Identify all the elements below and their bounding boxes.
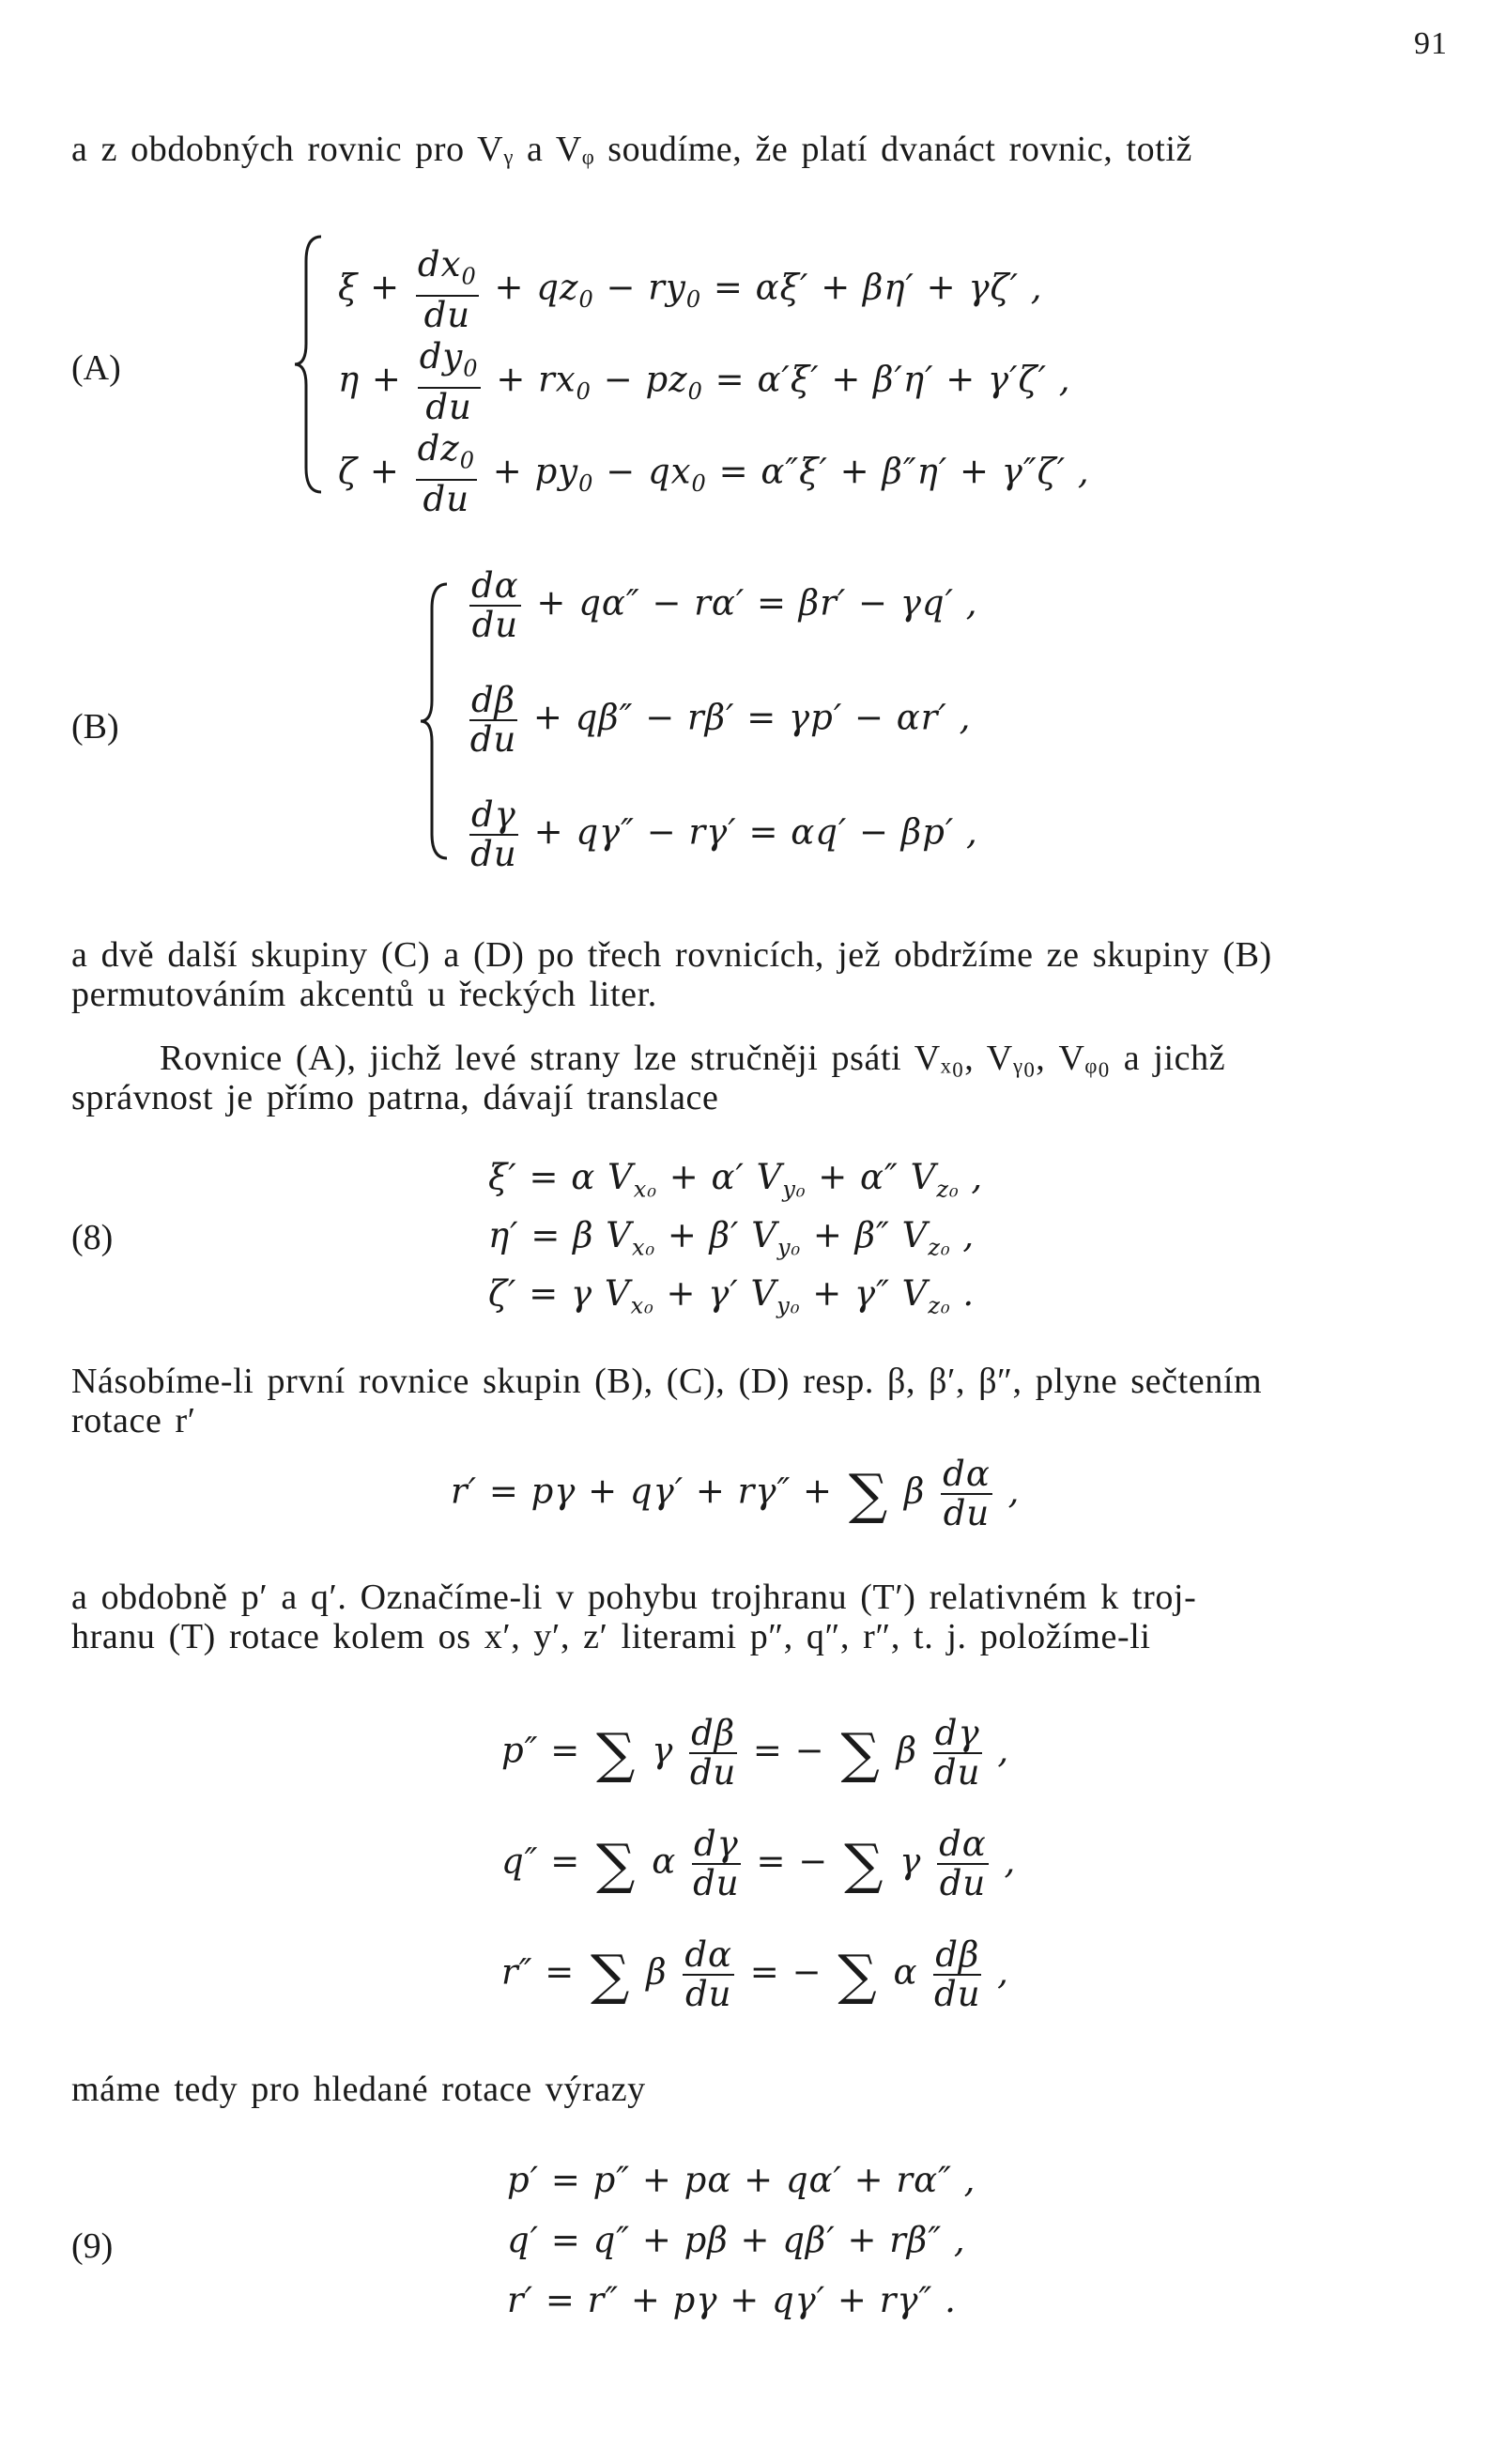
paragraph-relative [71,1578,1444,1656]
equation-8-3: ζ′ = γ $V_{x_0} + \gamma'$ $V_{y_0} + \gamma''$ $V_{z_0}$ . [488,1273,976,1319]
equation-A3: ζ + $\frac{dz_0}{du}$ + $py_0 - qx_0 = \alpha''\xi' + \beta''\eta' + \gamma''\zeta'$ , [338,428,1090,520]
paragraph-rotations: máme tedy pro hledané rotace výrazy [71,2070,646,2109]
equation-label-B: (B) [71,707,119,747]
paragraph-groups [71,935,1444,1014]
equation-A2: η + $\frac{dy_0}{du}$ + $rx_0 - pz_0 = \alpha'\xi' + \beta'\eta' + \gamma'\zeta'$ , [338,336,1071,428]
equation-B3: $\frac{d\gamma}{du}$ + qγ″ − rγ′ = αq′ − βp′ , [470,794,978,874]
paragraph-line: Násobíme-li první rovnice skupin (B), (C), (D) resp. β, β′, β″, plyne sečtením [71,1362,1263,1401]
equation-A1: ξ + $\frac{dx_0}{du}$ + $qz_0 - ry_0 = \alpha\xi' + \beta\eta' + \gamma\zeta'$ , [338,244,1043,336]
paragraph-line: a obdobně p′ a q′. Označíme-li v pohybu trojhranu (T′) relativném k troj- [71,1578,1197,1617]
paragraph-translations [71,1039,1444,1117]
equation-label-8: (8) [71,1218,114,1257]
paragraph-line: správnost je přímo patrna, dávají translace [71,1078,719,1117]
paragraph-line: Rovnice (A), jichž levé strany lze stručněji psáti Vₓ₀, Vᵧ₀, Vᵩ₀ a jichž [160,1039,1226,1078]
paragraph-line: hranu (T) rotace kolem os x′, y′, z′ literami p″, q″, r″, t. j. položíme-li [71,1617,1151,1656]
paragraph-line: a dvě další skupiny (C) a (D) po třech rovnicích, jež obdržíme ze skupiny (B) [71,935,1272,975]
equation-B1: $\frac{d\alpha}{du}$ + qα″ − rα′ = βr′ − γq′ , [471,565,978,645]
equation-label-A: (A) [71,348,121,388]
equation-q-double-prime: q″ = ∑ α $\frac{d\gamma}{du}$ = − ∑ γ $\frac{d\alpha}{du}$ , [501,1824,1017,1903]
equation-9-2: q′ = q″ + pβ + qβ′ + rβ″ , [507,2220,966,2260]
brace-A [293,233,330,496]
page-number: 91 [1414,26,1448,61]
paragraph-line: permutováním akcentů u řeckých liter. [71,975,657,1014]
brace-B [419,580,456,862]
paragraph-line: rotace r′ [71,1401,196,1440]
equation-p-double-prime: p″ = ∑ γ $\frac{d\beta}{du}$ = − ∑ β $\frac{d\gamma}{du}$ , [501,1713,1010,1793]
equation-r-prime: r′ = pγ + qγ′ + rγ″ + ∑ β $\frac{d\alpha}{du}$ , [451,1454,1021,1533]
equation-9-1: p′ = p″ + pα + qα′ + rα″ , [507,2160,976,2200]
equation-8-1: ξ′ = α $V_{x_0} + \alpha'$ $V_{y_0} + \alpha''$ $V_{z_0}$ , [488,1157,984,1203]
equation-B2: $\frac{d\beta}{du}$ + qβ″ − rβ′ = γp′ − αr′ , [469,680,972,760]
paragraph-multiply [71,1362,1444,1440]
equation-8-2: η′ = β $V_{x_0} + \beta'$ $V_{y_0} + \beta''$ $V_{z_0}$ , [488,1215,976,1261]
equation-r-double-prime: r″ = ∑ β $\frac{d\alpha}{du}$ = − ∑ α $\frac{d\beta}{du}$ , [501,1934,1009,2014]
equation-9-3: r′ = r″ + pγ + qγ′ + rγ″ . [507,2280,957,2320]
equation-label-9: (9) [71,2226,114,2266]
paragraph-intro: a z obdobných rovnic pro Vᵧ a Vᵩ soudíme, že platí dvanáct rovnic, totiž [71,130,1193,169]
